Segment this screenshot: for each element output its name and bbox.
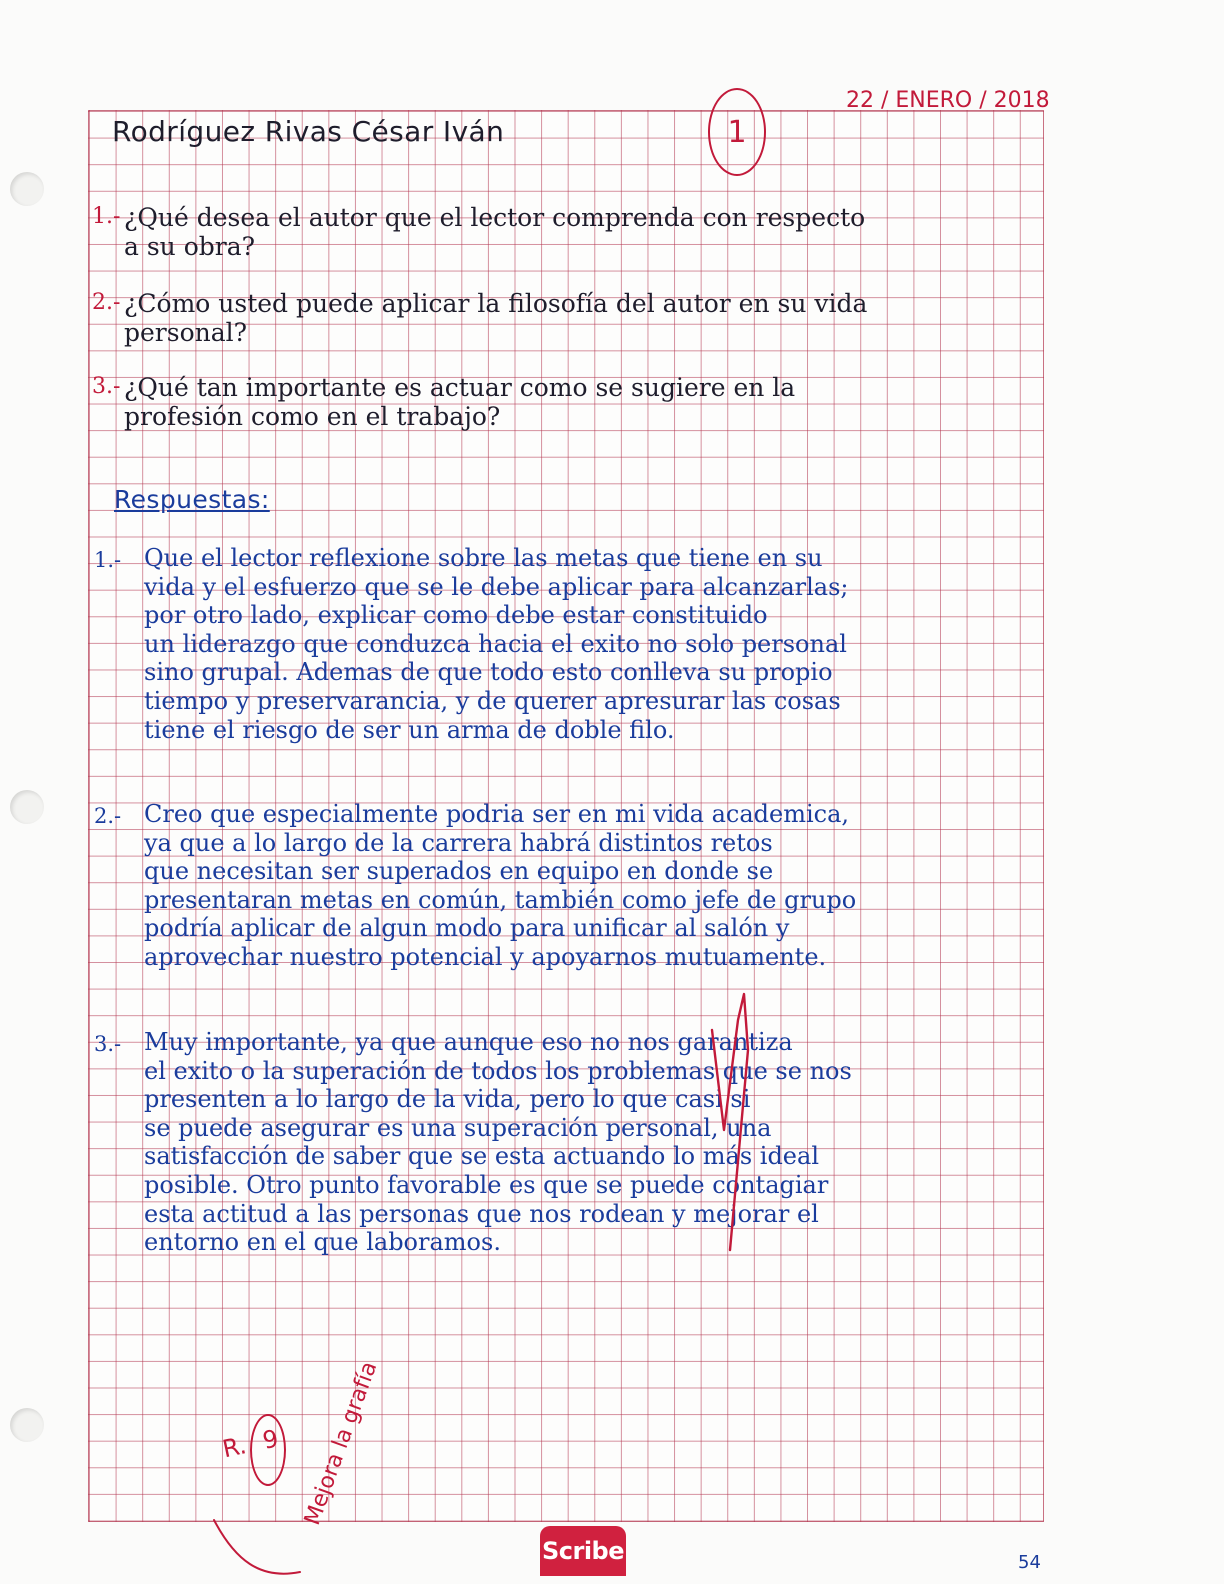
answer-line: satisfacción de saber que se esta actuando lo más ideal: [144, 1142, 819, 1171]
answer-line: Que el lector reflexione sobre las metas que tiene en su: [144, 544, 823, 572]
answer-line: vida y el esfuerzo que se le debe aplicar para alcanzarlas;: [144, 572, 849, 601]
punch-hole: [10, 790, 44, 824]
answer-line: Creo que especialmente podria ser en mi vida academica,: [144, 800, 850, 828]
answer-number: 2.-: [94, 804, 122, 828]
grade-prefix: R.: [220, 1431, 249, 1464]
question-number: 3.-: [92, 374, 121, 399]
punch-hole: [10, 1408, 44, 1442]
answer-line: entorno en el que laboramos.: [144, 1228, 501, 1257]
answer-line: Muy importante, ya que aunque eso no nos garantiza: [144, 1028, 793, 1056]
question-text: ¿Qué desea el autor que el lector comprenda con respecto a su obra?: [124, 203, 866, 261]
page-marker-circle: [708, 88, 766, 176]
page-number: 54: [1018, 1552, 1041, 1573]
answer-body: [144, 1028, 852, 1257]
answer-line: presentaran metas en común, también como jefe de grupo: [144, 885, 857, 914]
answer-line: un liderazgo que conduzca hacia el exito no solo personal: [144, 629, 847, 658]
punch-hole: [10, 172, 44, 206]
page-marker: 1: [727, 114, 747, 150]
answers-heading: Respuestas:: [114, 485, 270, 514]
answer-body: [144, 800, 856, 972]
answer-line: presenten a lo largo de la vida, pero lo que casi si: [144, 1085, 751, 1114]
answer-line: sino grupal. Ademas de que todo esto conlleva su propio: [144, 658, 833, 687]
question-number: 2.-: [92, 290, 121, 315]
answer-line: el exito o la superación de todos los problemas que se nos: [144, 1056, 852, 1085]
answer-line: se puede asegurar es una superación personal, una: [144, 1113, 772, 1142]
question-number: 1.-: [92, 204, 121, 229]
answer-body: [144, 544, 849, 744]
question-text: ¿Qué tan importante es actuar como se sugiere en la profesión como en el trabajo?: [124, 373, 796, 431]
answer-line: esta actitud a las personas que nos rodean y mejorar el: [144, 1199, 819, 1228]
answer-line: podría aplicar de algun modo para unificar al salón y: [144, 914, 790, 943]
answer-number: 3.-: [94, 1032, 122, 1056]
answer-line: por otro lado, explicar como debe estar constituido: [144, 601, 768, 630]
answer-line: posible. Otro punto favorable es que se puede contagiar: [144, 1170, 829, 1199]
scribe-logo: Scribe: [540, 1526, 626, 1576]
answer-line: tiene el riesgo de ser un arma de doble filo.: [144, 715, 675, 744]
answer-number: 1.-: [94, 548, 122, 572]
date: 22 / ENERO / 2018: [846, 88, 1050, 113]
answer-line: tiempo y preservarancia, y de querer apresurar las cosas: [144, 686, 841, 715]
answer-line: aprovechar nuestro potencial y apoyarnos mutuamente.: [144, 942, 827, 971]
question-text: ¿Cómo usted puede aplicar la filosofía del autor en su vida personal?: [124, 289, 868, 347]
answer-line: que necesitan ser superados en equipo en donde se: [144, 857, 774, 886]
teacher-comment: Mejora la grafía: [300, 1358, 383, 1529]
answer-line: ya que a lo largo de la carrera habrá distintos retos: [144, 828, 773, 857]
student-name: Rodríguez Rivas César Iván: [112, 115, 505, 148]
grade-value: 9: [260, 1424, 281, 1455]
